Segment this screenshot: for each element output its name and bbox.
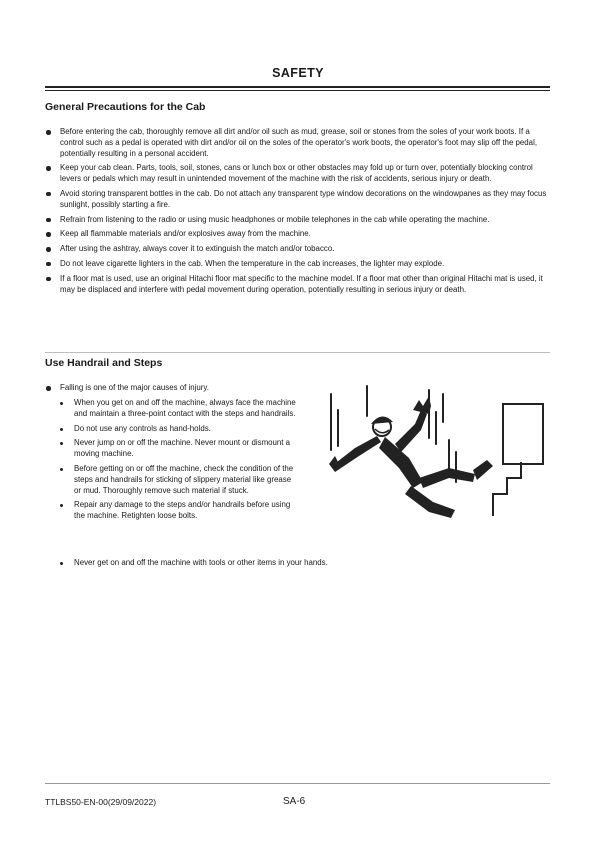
- sub-list-item-text: Never get on and off the machine with tools or other items in your hands.: [74, 558, 328, 567]
- sub-bullet-icon: [60, 504, 63, 507]
- sub-list-item: [60, 464, 300, 496]
- bullet-icon: [46, 192, 51, 197]
- list-item-text: Avoid storing transparent bottles in the cab. Do not attach any transparent type window decorations on the windowpanes as they may focus sunlight, possibly starting a fire.: [60, 188, 547, 209]
- section-divider: [45, 352, 550, 353]
- bullet-icon: [46, 262, 51, 267]
- sub-list-item-text: When you get on and off the machine, always face the machine and maintain a three-point contact with the steps and handrails.: [74, 398, 296, 418]
- bullet-icon: [46, 166, 51, 171]
- sub-list-item: [60, 424, 300, 435]
- sub-bullet-icon: [60, 402, 63, 405]
- list-item: [45, 215, 550, 226]
- sub-list-item: [60, 500, 300, 522]
- handrail-sub-list: [60, 398, 300, 526]
- list-item: [45, 229, 550, 240]
- list-item: [45, 274, 550, 296]
- sub-bullet-icon: [60, 562, 63, 565]
- list-item: [45, 127, 550, 159]
- list-item-text: Do not leave cigarette lighters in the cab. When the temperature in the cab increases, the lighter may explode.: [60, 258, 445, 268]
- page-number: SA-6: [283, 796, 306, 807]
- bullet-icon: [46, 130, 51, 135]
- sub-list-item: [60, 438, 300, 460]
- list-item-text: After using the ashtray, always cover it to extinguish the match and/or tobacco.: [60, 244, 335, 254]
- sub-list-item-text: Never jump on or off the machine. Never mount or dismount a moving machine.: [74, 438, 291, 459]
- falling-person-icon: [325, 382, 550, 527]
- bullet-icon: [46, 247, 51, 252]
- list-item: [45, 163, 550, 185]
- sub-bullet-icon: [60, 442, 63, 445]
- header-rule-thin: [45, 90, 550, 91]
- header-rule: [45, 86, 550, 88]
- sub-list-item: [60, 398, 300, 420]
- list-item-text: Falling is one of the major causes of injury.: [60, 383, 209, 392]
- sub-bullet-icon: [60, 428, 63, 431]
- cab-precautions-list: [45, 127, 550, 299]
- list-item: [45, 259, 550, 270]
- section-title-cab: General Precautions for the Cab: [45, 101, 206, 113]
- list-item-text: If a floor mat is used, use an original Hitachi floor mat specific to the machine model. If a floor mat other than original Hitachi mat is used, it may be displaced and interfere with pedal movement during operation, potentially resulting in serious injury or death.: [60, 273, 543, 294]
- bullet-icon: [46, 218, 51, 223]
- list-item-text: Before entering the cab, thoroughly remove all dirt and/or oil such as mud, grease, soil or stones from the soles of your work boots. If a control such as a pedal is operated with dirt and/or oil on the soles of the operator's work boots, the operator's foot may slip off the pedal, potentially resulting in a personal accident.: [60, 127, 538, 158]
- footer-rule: [45, 783, 550, 784]
- bullet-icon: [46, 277, 51, 282]
- bullet-icon: [46, 386, 51, 391]
- bullet-icon: [46, 232, 51, 237]
- document-code: TTLBS50-EN-00(29/09/2022): [45, 797, 157, 807]
- list-item: [45, 244, 550, 255]
- section-title-handrail: Use Handrail and Steps: [45, 357, 163, 369]
- handrail-sub-list-last: [60, 558, 540, 573]
- sub-bullet-icon: [60, 468, 63, 471]
- sub-list-item: [60, 558, 540, 569]
- sub-list-item-text: Do not use any controls as hand-holds.: [74, 423, 211, 433]
- page-title: SAFETY: [272, 66, 324, 80]
- sub-list-item-text: Before getting on or off the machine, check the condition of the steps and handrails for sticking of slippery material like grease or mud. Thoroughly remove such material if stuck.: [74, 463, 294, 495]
- sub-list-item-text: Repair any damage to the steps and/or handrails before using the machine. Retighten loose bolts.: [74, 500, 291, 521]
- list-item-text: Keep all flammable materials and/or explosives away from the machine.: [60, 229, 311, 239]
- list-item-text: Refrain from listening to the radio or using music headphones or mobile telephones in the cab while operating the machine.: [60, 214, 490, 224]
- list-item: [45, 189, 550, 211]
- list-item-text: Keep your cab clean. Parts, tools, soil, stones, cans or lunch box or other obstacles may fold up or turn over, potentially blocking control levers or pedals which may result in unintended movement of the machine with the risk of accidents, serious injury or death.: [60, 163, 533, 184]
